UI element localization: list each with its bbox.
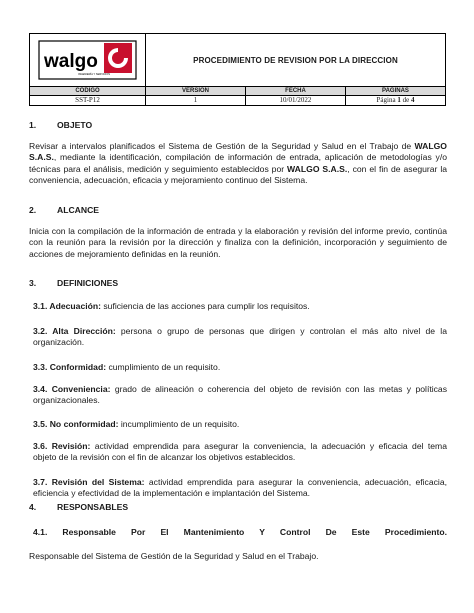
definition-item: 3.3. Conformidad: cumplimiento de un requisito. (33, 362, 221, 372)
definition-item: 3.6. Revisión: actividad emprendida para asegurar la conveniencia, la adecuación y eficacia del tema objeto de la revisión con el fin de alcanzar los objetivos establecidos. (33, 441, 447, 463)
responsables-paragraph: Responsable del Sistema de Gestión de la Seguridad y Salud en el Trabajo. (29, 551, 319, 561)
value-paginas: Página 1 de 4 (346, 96, 446, 106)
section-heading-objeto: 1. OBJETO (29, 120, 93, 130)
definition-item: 3.5. No conformidad: incumplimiento de un requisito. (33, 419, 240, 429)
objeto-paragraph: Revisar a intervalos planificados el Sistema de Gestión de la Seguridad y Salud en el Trabajo de WALGO S.A.S., mediante la identificación, compilación de información de entrada, aplicación de metodologías y/o técnicas para el análisis, medición y seguimiento establecidos por WALGO S.A.S., con el fin de asegurar la conveniencia, adecuación, eficacia y mejoramiento continuo del Sistema. (29, 141, 448, 186)
logo-cell (30, 34, 146, 87)
section-heading-definiciones: 3. DEFINICIONES (29, 278, 119, 288)
logo-wordmark: walgo (44, 51, 98, 72)
document-title: PROCEDIMIENTO DE REVISION POR LA DIRECCION (146, 34, 446, 87)
definition-item: 3.2. Alta Dirección: persona o grupo de personas que dirigen y controlan el más alto nivel de la organización. (33, 326, 447, 348)
header-col-paginas: PAGINAS (346, 87, 446, 96)
alcance-paragraph: Inicia con la compilación de la información de entrada y la elaboración y revisión del informe previo, continúa con la reunión para la revisión por la dirección y finaliza con la definición, incorporación y seguimiento de acciones de mejoramiento definidas en la reunión. (29, 226, 447, 259)
section-heading-responsables: 4. RESPONSABLES (29, 502, 129, 512)
value-version: 1 (146, 96, 246, 106)
value-codigo: SST-P12 (30, 96, 146, 106)
logo-tagline: INGENIERÍA Y SERVICIOS (78, 73, 111, 76)
walgo-logo (38, 40, 137, 80)
section-heading-alcance: 2. ALCANCE (29, 205, 100, 215)
value-fecha: 10/01/2022 (246, 96, 346, 106)
responsables-subheading: 4.1. Responsable Por El Mantenimiento Y Control De Este Procedimiento. (33, 527, 447, 537)
header-col-fecha: FECHA (246, 87, 346, 96)
header-col-codigo: CODIGO (30, 87, 146, 96)
definition-item: 3.4. Conveniencia: grado de alineación o coherencia del objeto de revisión con las metas y políticas organizacionales. (33, 384, 448, 406)
header-col-version: VERSION (146, 87, 246, 96)
definition-item: 3.1. Adecuación: suficiencia de las acciones para cumplir los requisitos. (33, 301, 310, 311)
document-header-table (29, 33, 446, 106)
definition-item: 3.7. Revisión del Sistema: actividad emprendida para asegurar la conveniencia, adecuación, eficacia, eficiencia y efectividad de la implementación e implantación del Sistema. (33, 477, 447, 499)
